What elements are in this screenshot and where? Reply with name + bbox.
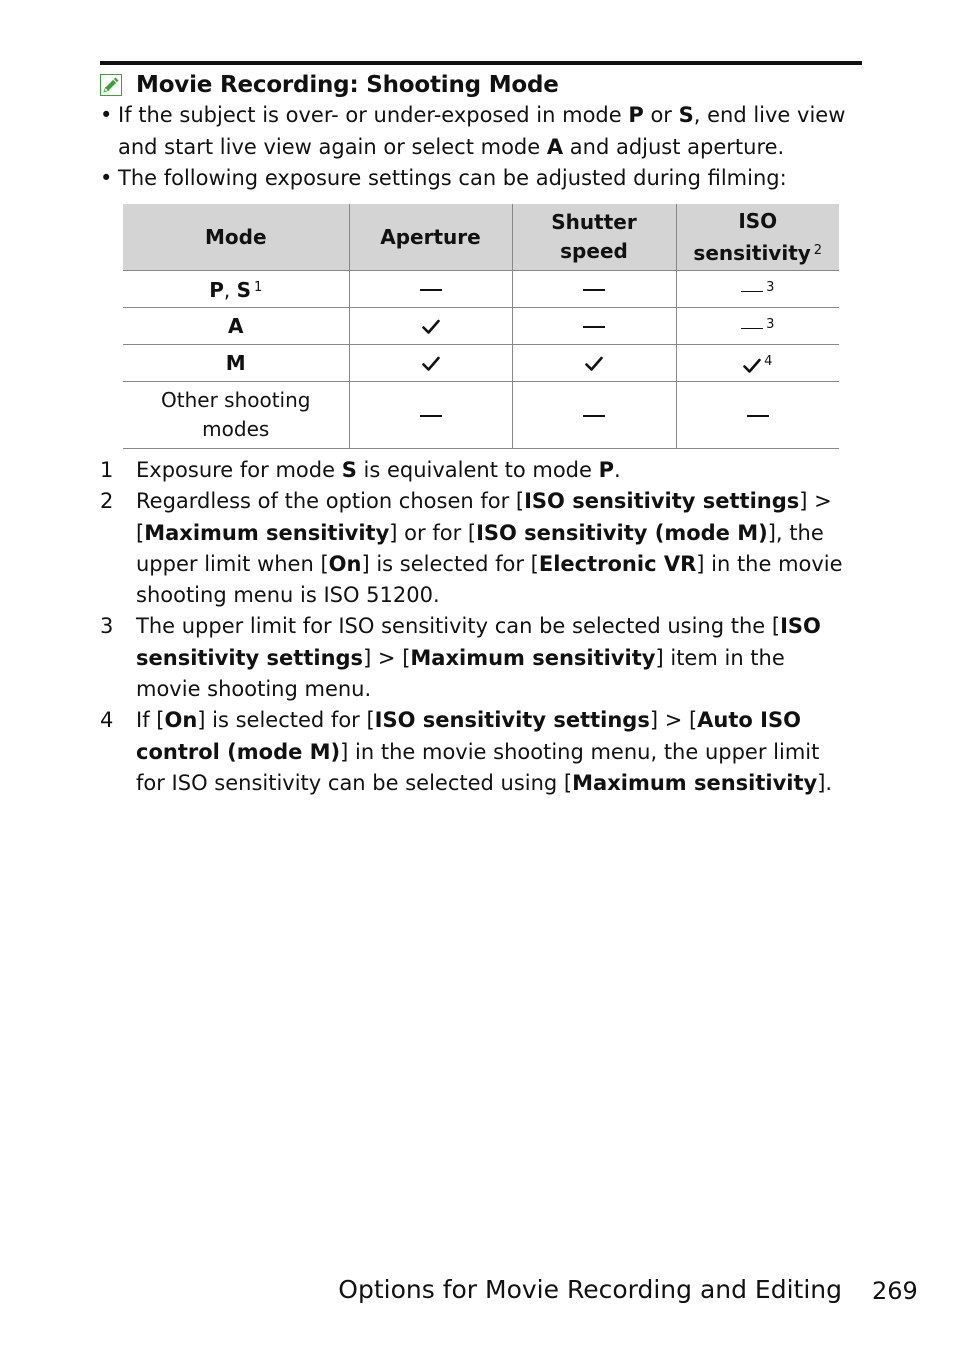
checkmark-icon (743, 358, 761, 374)
note-header (100, 70, 559, 100)
exposure-settings-table (123, 204, 839, 449)
bold-text: S (678, 103, 694, 127)
bold-text: A (546, 134, 564, 159)
text-run: If [ (136, 708, 165, 733)
bold-text: S (341, 458, 357, 482)
text-run: ] or for [ (389, 520, 477, 545)
bold-text: ISO sensitivity settings (524, 489, 800, 514)
bullet-dot: • (100, 103, 113, 127)
text-run: is equivalent to mode (356, 458, 599, 482)
value-cell (676, 345, 839, 382)
table-row (123, 308, 839, 345)
checkmark-icon (422, 319, 440, 335)
text-run: ] item in the movie shooting menu. (136, 645, 785, 702)
value-cell (512, 271, 676, 308)
bold-text: ISO sensitivity settings (136, 614, 821, 670)
bold-text: On (164, 708, 198, 733)
text-run: . (614, 458, 621, 482)
text-run: Exposure for mode (136, 458, 342, 482)
footnote-item (100, 455, 852, 486)
text-run: ] in the movie shooting menu is ISO 51200. (136, 551, 843, 608)
checkmark-icon (585, 356, 603, 372)
bold-text: Electronic VR (538, 551, 697, 576)
bullet-dot: • (100, 166, 113, 190)
bold-text: P (598, 458, 614, 482)
mode-cell (123, 308, 349, 345)
bold-text: Maximum sensitivity (410, 645, 656, 670)
footnote-text (136, 705, 852, 799)
column-header-label: ISO sensitivity (693, 208, 811, 265)
text-run: ] > [ (136, 489, 832, 545)
text-run: or (643, 103, 679, 127)
value-cell (349, 382, 512, 449)
table-row (123, 382, 839, 449)
value-cell (676, 382, 839, 449)
text-run: , end live view and start live view again or select mode (118, 103, 846, 159)
value-cell (676, 308, 839, 345)
column-header-label: Shutter speed (551, 210, 637, 263)
value-cell (512, 382, 676, 449)
dash-icon (747, 415, 769, 417)
dash-icon (420, 415, 442, 417)
value-cell (676, 271, 839, 308)
bullet-item (100, 163, 850, 195)
text-run: and adjust aperture. (563, 134, 785, 159)
dash-icon (741, 291, 763, 293)
column-header (676, 204, 839, 271)
bold-text: P (628, 103, 644, 127)
mode-cell (123, 382, 349, 449)
text-run: ]. (817, 770, 833, 795)
bullet-list (100, 100, 850, 195)
text-run: ] is selected for [ (361, 551, 539, 576)
footnote-ref: 1 (254, 280, 263, 295)
value-cell (512, 308, 676, 345)
dash-icon (583, 326, 605, 328)
bold-text: ISO sensitivity (mode M) (476, 520, 768, 545)
footnote-text (136, 455, 852, 486)
pencil-note-icon (100, 74, 122, 96)
column-header (349, 204, 512, 271)
table-header-row (123, 204, 839, 271)
footnote-text (136, 486, 852, 611)
text-run: The upper limit for ISO sensitivity can be selected using the [ (136, 614, 781, 639)
text-run: Regardless of the option chosen for [ (136, 489, 525, 514)
table-row (123, 271, 839, 308)
value-cell (349, 345, 512, 382)
page-number: 269 (872, 1277, 918, 1305)
footnote-ref: 2 (813, 242, 823, 258)
bold-text: ISO sensitivity settings (374, 708, 650, 733)
bold-text: Maximum sensitivity (144, 520, 390, 545)
mode-cell (123, 345, 349, 382)
dash-icon (741, 328, 763, 330)
footnote-item (100, 705, 852, 799)
column-header-label: Mode (204, 224, 267, 249)
footnote-number: 2 (100, 489, 114, 514)
footnote-item (100, 611, 852, 705)
footer-section-title: Options for Movie Recording and Editing (338, 1275, 842, 1304)
footnote-ref: 3 (766, 317, 775, 332)
note-title: Movie Recording: Shooting Mode (136, 72, 559, 98)
text-run: If the subject is over- or under-exposed in mode (118, 103, 629, 127)
bold-text: M (225, 350, 246, 375)
checkmark-icon (422, 356, 440, 372)
text-run: ] > [ (363, 645, 411, 670)
text-run: ], the upper limit when [ (136, 520, 824, 576)
top-rule (100, 61, 862, 65)
footnote-number: 4 (100, 708, 114, 733)
column-header (512, 204, 676, 271)
footnote-number: 3 (100, 614, 114, 639)
text-run: ] in the movie shooting menu, the upper limit for ISO sensitivity can be selected using [ (136, 739, 820, 795)
bold-text: S (236, 278, 251, 302)
dash-icon (420, 289, 442, 291)
text-run: , (223, 278, 237, 302)
value-cell (349, 308, 512, 345)
bold-text: A (228, 313, 244, 338)
bold-text: Auto ISO control (mode M) (136, 708, 801, 764)
text-run: The following exposure settings can be adjusted during filming: (118, 166, 787, 190)
dash-icon (583, 289, 605, 291)
value-cell (512, 345, 676, 382)
column-header (123, 204, 349, 271)
text-run: ] is selected for [ (197, 708, 375, 733)
bold-text: On (328, 551, 362, 576)
bold-text: Maximum sensitivity (572, 770, 818, 795)
footnote-ref: 4 (764, 354, 773, 369)
bullet-item (100, 100, 850, 163)
value-cell (349, 271, 512, 308)
footnote-item (100, 486, 852, 611)
table-row (123, 345, 839, 382)
dash-icon (583, 415, 605, 417)
column-header-label: Aperture (380, 224, 481, 249)
mode-cell (123, 271, 349, 308)
footnote-number: 1 (100, 458, 114, 482)
footnote-ref: 3 (766, 280, 775, 295)
text-run: ] > [ (649, 708, 698, 733)
bold-text: P (209, 278, 224, 302)
text-run: Other shooting modes (161, 388, 311, 441)
footnote-text (136, 611, 852, 705)
footnote-list (100, 455, 852, 799)
